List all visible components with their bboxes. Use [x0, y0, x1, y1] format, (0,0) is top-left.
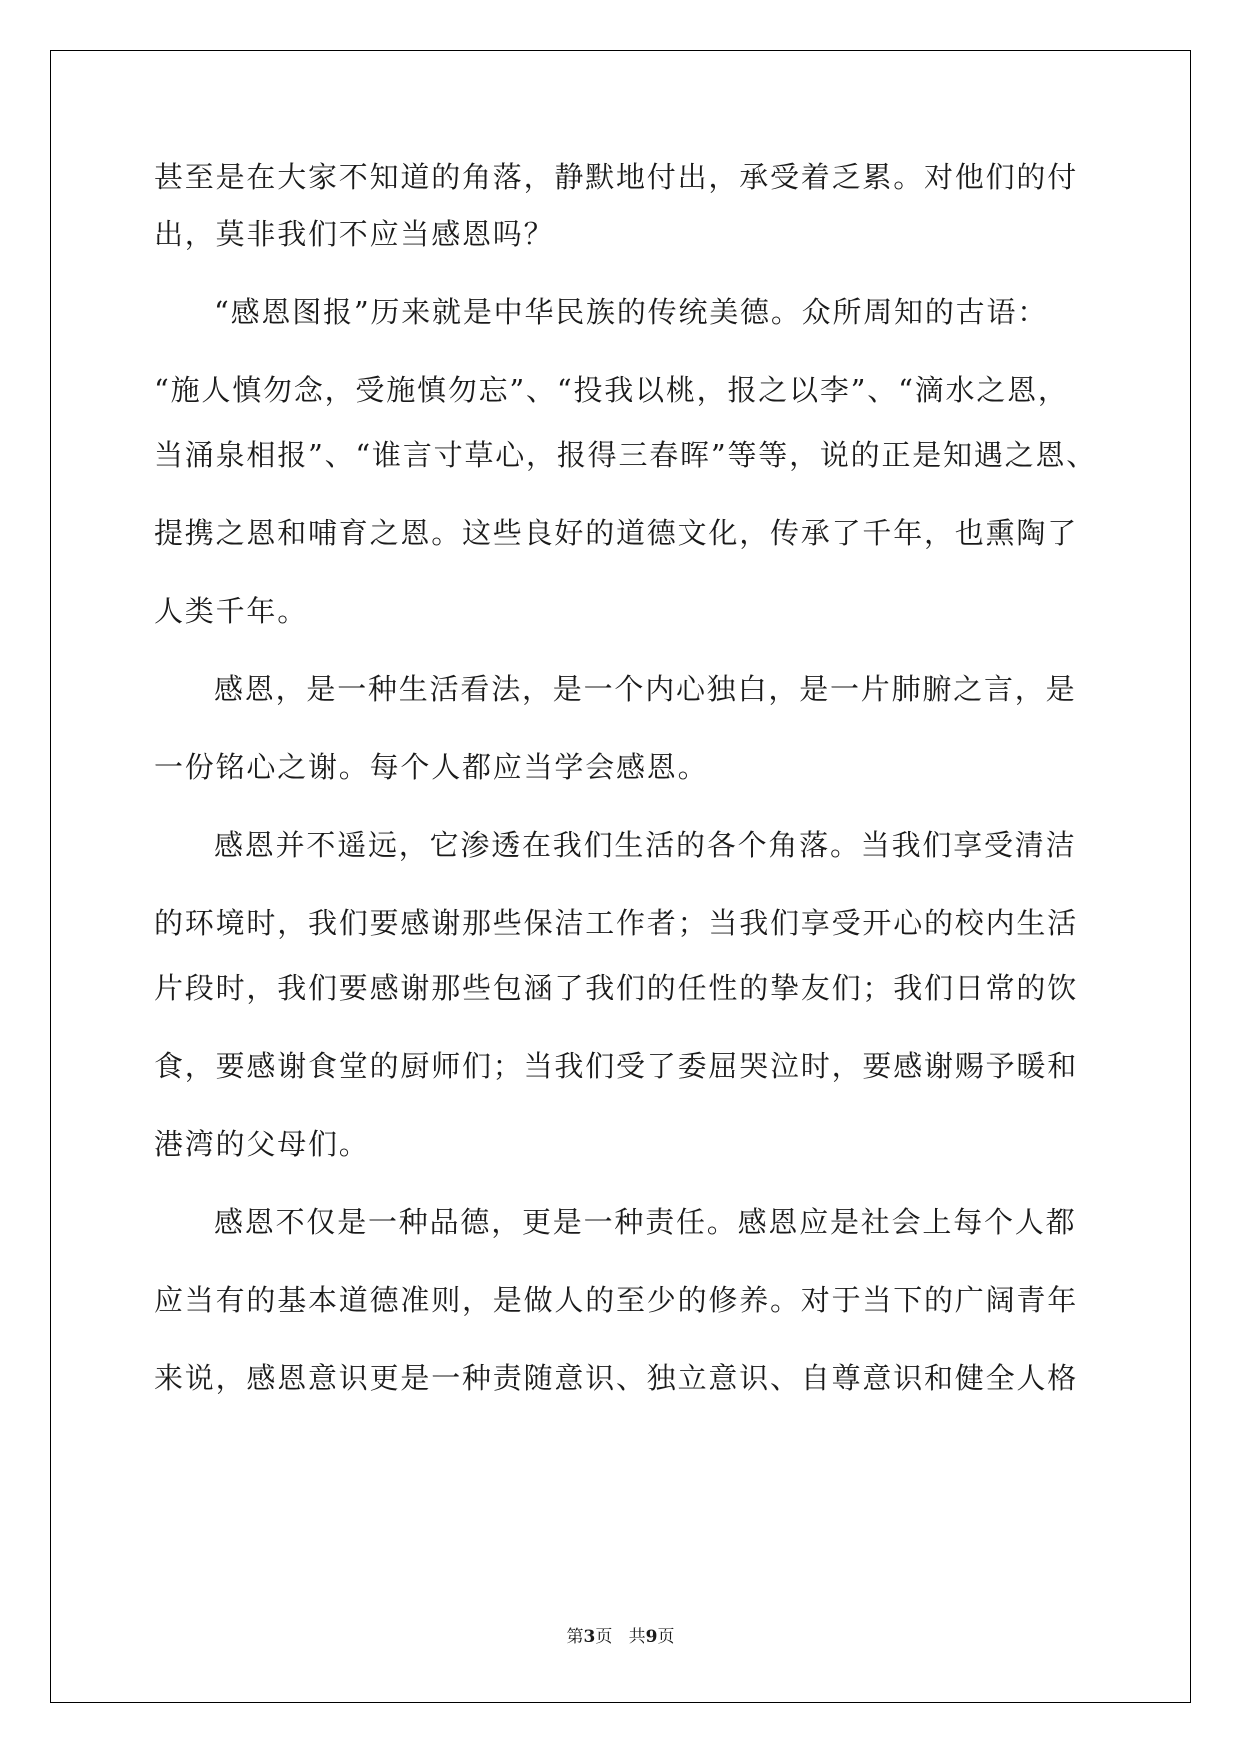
text-line: 感恩并不遥远，它渗透在我们生活的各个角落。当我们享受清洁: [214, 828, 1077, 862]
text-line: “施人慎勿念，受施慎勿忘”、“投我以桃，报之以李”、“滴水之恩，: [154, 373, 1069, 407]
total-pages: 9: [645, 1627, 658, 1647]
text-line: 片段时，我们要感谢那些包涵了我们的任性的挚友们；我们日常的饮: [154, 971, 1079, 1005]
text-line: 感恩不仅是一种品德，更是一种责任。感恩应是社会上每个人都: [214, 1205, 1077, 1239]
text-line: 食，要感谢食堂的厨师们；当我们受了委屈哭泣时，要感谢赐予暖和: [154, 1049, 1079, 1083]
text-line: 感恩，是一种生活看法，是一个内心独白，是一片肺腑之言，是: [214, 672, 1077, 706]
text-line: 的环境时，我们要感谢那些保洁工作者；当我们享受开心的校内生活: [154, 906, 1079, 940]
total-suffix: 页: [657, 1627, 675, 1647]
page-footer: [0, 1626, 1241, 1648]
text-line: 应当有的基本道德准则，是做人的至少的修养。对于当下的广阔青年: [154, 1283, 1079, 1317]
text-line: 来说，感恩意识更是一种责随意识、独立意识、自尊意识和健全人格: [154, 1361, 1079, 1395]
text-line: 出，莫非我们不应当感恩吗？: [154, 217, 555, 251]
page-number: 3: [583, 1627, 596, 1647]
text-line: 提携之恩和哺育之恩。这些良好的道德文化，传承了千年，也熏陶了: [154, 516, 1079, 550]
text-line: 港湾的父母们。: [154, 1127, 370, 1161]
page-suffix: 页: [595, 1627, 613, 1647]
text-line: 甚至是在大家不知道的角落，静默地付出，承受着乏累。对他们的付: [154, 160, 1079, 194]
text-line: 当涌泉相报”、“谁言寸草心，报得三春晖”等等，说的正是知遇之恩、: [154, 438, 1098, 472]
page-prefix: 第: [566, 1627, 584, 1647]
text-line: 人类千年。: [154, 594, 309, 628]
text-line: “感恩图报”历来就是中华民族的传统美德。众所周知的古语：: [214, 295, 1049, 329]
total-prefix: 共: [628, 1627, 646, 1647]
text-line: 一份铭心之谢。每个人都应当学会感恩。: [154, 750, 709, 784]
